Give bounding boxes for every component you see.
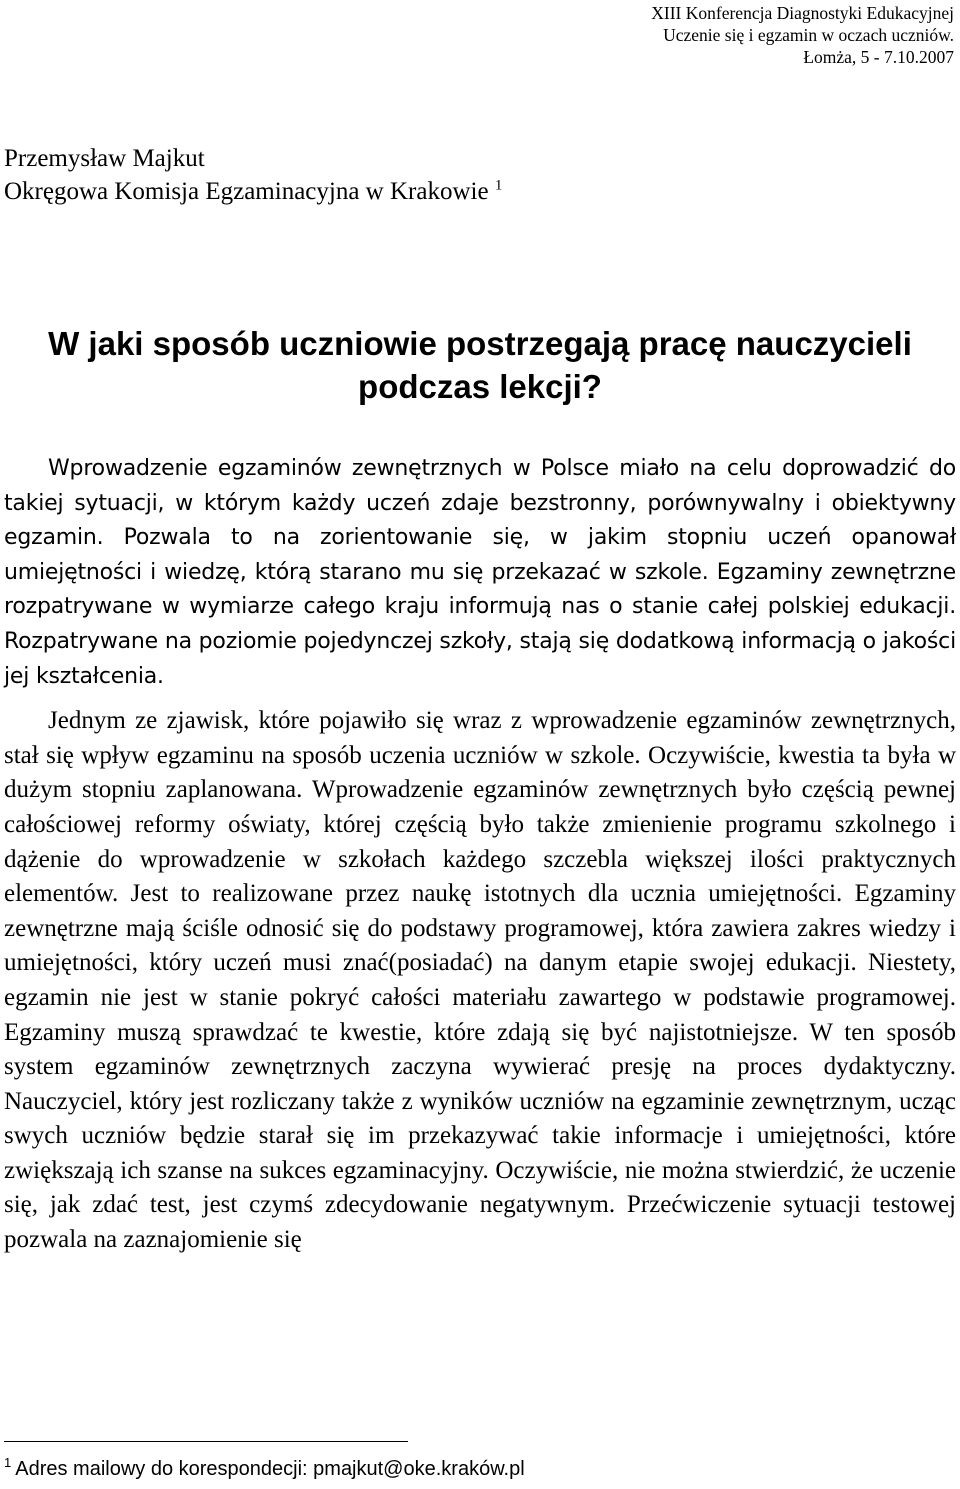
paper-title-line-2: podczas lekcji? [358,368,602,405]
body-text [4,452,956,1258]
footnote-number: 1 [4,1455,12,1471]
author-block [4,142,502,208]
paper-title-line-1: W jaki sposób uczniowie postrzegają pracę nauczycieli [48,325,912,362]
author-affiliation: Okręgowa Komisja Egzaminacyjna w Krakowie [4,178,489,205]
conference-place-date: Łomża, 5 - 7.10.2007 [803,47,954,67]
author-affiliation-line [4,175,502,208]
footnote [4,1456,525,1482]
conference-name: XIII Konferencja Diagnostyki Edukacyjnej [651,3,954,23]
footnote-reference: 1 [494,177,503,194]
author-name: Przemysław Majkut [4,145,205,172]
footnote-text: Adres mailowy do korespondecji: pmajkut@oke.kraków.pl [15,1458,525,1480]
conference-header [651,2,954,68]
footnote-separator [4,1441,408,1442]
body-paragraph-1: Wprowadzenie egzaminów zewnętrznych w Polsce miało na celu doprowadzić do takiej sytuacji, w którym każdy uczeń zdaje bezstronny, porównywalny i obiektywny egzamin. Pozwala to na zorientowanie się, w jakim stopniu uczeń opanował umiejętności i wiedzę, którą starano mu się przekazać w szkole. Egzaminy zewnętrzne rozpatrywane w wymiarze całego kraju informują nas o stanie całej polskiej edukacji. Rozpatrywane na poziomie pojedynczej szkoły, stają się dodatkową informacją o jakości jej kształcenia. [4,456,956,689]
conference-subtitle: Uczenie się i egzamin w oczach uczniów. [663,25,954,45]
body-paragraph-2: Jednym ze zjawisk, które pojawiło się wraz z wprowadzenie egzaminów zewnętrznych, stał się wpływ egzaminu na sposób uczenia uczniów w szkole. Oczywiście, kwestia ta była w dużym stopniu zaplanowana. Wprowadzenie egzaminów zewnętrznych było częścią pewnej całościowej reformy oświaty, której częścią było także zmienienie programu szkolnego i dążenie do wprowadzenie w szkołach każdego szczebla większej ilości praktycznych elementów. Jest to realizowane przez naukę istotnych dla ucznia umiejętności. Egzaminy zewnętrzne mają ściśle odnosić się do podstawy programowej, która zawiera zakres wiedzy i umiejętności, który uczeń musi znać(posiadać) na danym etapie swojej edukacji. Niestety, egzamin nie jest w stanie pokryć całości materiału zawartego w podstawie programowej. Egzaminy muszą sprawdzać te kwestie, które zdają się być najistotniejsze. W ten sposób system egzaminów zewnętrznych zaczyna wywierać presję na proces dydaktyczny. Nauczyciel, który jest rozliczany także z wyników uczniów na egzaminie zewnętrznym, ucząc swych uczniów będzie starał się im przekazywać takie informacje i umiejętności, które zwiększają ich szanse na sukces egzaminacyjny. Oczywiście, nie można stwierdzić, że uczenie się, jak zdać test, jest czymś zdecydowanie negatywnym. Przećwiczenie sytuacji testowej pozwala na zaznajomienie się [4,707,956,1254]
paper-title [0,322,960,408]
